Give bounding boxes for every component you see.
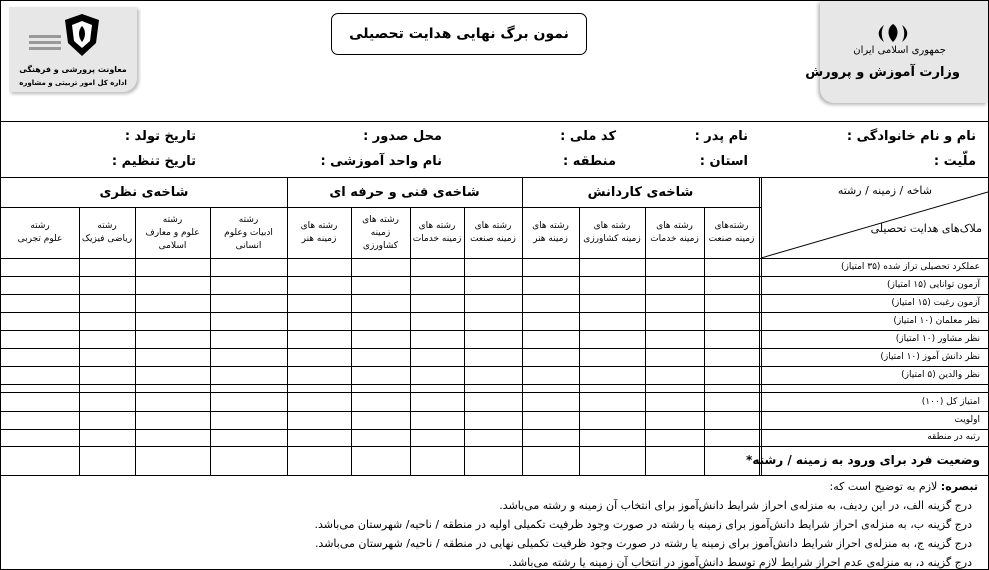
corner-bottom-label: ملاک‌های هدایت تحصیلی — [870, 222, 982, 235]
iran-emblem-icon — [876, 23, 910, 43]
notes-heading: تبصره: لازم به توضیح است که: — [829, 480, 978, 493]
criterion-priority: اولویت — [954, 415, 980, 425]
field-header-kardanesh-services: رشته های زمینه خدمات — [650, 221, 699, 244]
field-national-code: کد ملی : — [560, 129, 616, 144]
field-header-fani-services: رشته های زمینه خدمات — [412, 221, 462, 244]
note-line-be: درج گزینه ب، به منزله‌ی احراز شرایط دانش‌آموز برای زمینه یا رشته در صورت وجود ظرفیت تکمیلی اولیه در منطقه / ناحیه/ شهرستان می‌باشد. — [314, 518, 972, 531]
field-prep-date: تاریخ تنظیم : — [111, 154, 196, 169]
criterion-teachers: نظر معلمان (۱۰ امتیاز) — [893, 316, 980, 326]
field-father: نام پدر : — [694, 129, 748, 144]
field-header-kardanesh-industry: رشته‌های زمینه صنعت — [708, 221, 755, 244]
gov-line1: جمهوری اسلامی ایران — [853, 45, 946, 56]
field-header-math-physics: رشته ریاضی فیزیک — [81, 221, 133, 244]
logo-line1: معاونت پرورشی و فرهنگی — [19, 65, 127, 74]
field-issue-place: محل صدور : — [363, 129, 442, 144]
branch-kardanesh: شاخه‌ی کاردانش — [587, 185, 694, 200]
field-header-kardanesh-art: رشته های زمینه هنر — [532, 221, 569, 244]
criterion-aptitude: آزمون توانایی (۱۵ امتیاز) — [887, 280, 980, 290]
guidance-table — [1, 177, 988, 476]
field-header-fani-agriculture: رشته های زمینه کشاورزی — [362, 214, 399, 251]
deputy-logo — [9, 7, 137, 92]
criterion-rank: رتبه در منطقه — [927, 432, 980, 442]
logo-fine-print — [29, 35, 61, 57]
branch-fani: شاخه‌ی فنی و حرفه ای — [329, 185, 480, 200]
field-nationality: ملّیت : — [933, 154, 976, 169]
gov-line2: وزارت آموزش و پرورش — [805, 65, 960, 80]
field-header-kardanesh-agriculture: رشته های زمینه کشاورزی — [583, 221, 641, 244]
form-header — [1, 1, 988, 122]
corner-top-label: شاخه / زمینه / رشته — [837, 184, 932, 197]
criterion-parents: نظر والدین (۵ امتیاز) — [901, 370, 980, 380]
field-birth-date: تاریخ تولد : — [124, 129, 196, 144]
note-line-dal: درج گزینه د، به منزله‌ی عدم احراز شرایط لازم توسط دانش‌آموز در انتخاب آن زمینه یا رشته می‌باشد. — [508, 556, 972, 569]
field-header-humanities: رشته ادبیات وعلوم انسانی — [224, 214, 273, 251]
field-header-fani-art: رشته های زمینه هنر — [300, 221, 338, 244]
field-school-unit: نام واحد آموزشی : — [320, 154, 442, 169]
criterion-interest: آزمون رغبت (۱۵ امتیاز) — [891, 298, 980, 308]
field-region: منطقه : — [563, 154, 616, 169]
logo-line2: اداره کل امور تربیتی و مشاوره — [19, 79, 127, 87]
criterion-counselor: نظر مشاور (۱۰ امتیاز) — [895, 334, 980, 344]
notes-section — [1, 475, 988, 570]
criterion-student: نظر دانش آموز (۱۰ امتیاز) — [880, 352, 980, 362]
criterion-academic: عملکرد تحصیلی تراز شده (۳۵ امتیاز) — [841, 262, 980, 272]
form-title: نمون برگ نهایی هدایت تحصیلی — [331, 13, 587, 55]
note-line-alef: درج گزینه الف، در این ردیف، به منزله‌ی احراز شرایط دانش‌آموز برای انتخاب آن زمینه و رشته می‌باشد. — [499, 499, 972, 512]
criterion-status: *وضعیت فرد برای ورود به زمینه / رشته — [746, 453, 980, 467]
field-name: نام و نام خانوادگی : — [846, 129, 976, 144]
branch-nazari: شاخه‌ی نظری — [99, 185, 189, 200]
field-header-islamic-studies: رشته علوم و معارف اسلامی — [145, 214, 200, 251]
field-header-fani-industry: رشته های زمینه صنعت — [470, 221, 516, 244]
field-header-experimental-sciences: رشته علوم تجربی — [17, 221, 63, 244]
field-province: استان : — [699, 154, 748, 169]
criterion-total: امتیاز کل (۱۰۰) — [921, 397, 980, 407]
note-line-jim: درج گزینه ج، به منزله‌ی احراز شرایط دانش‌آموز برای زمینه یا رشته در صورت وجود ظرفیت تکمیلی نهایی در منطقه / ناحیه/ شهرستان می‌باشد. — [314, 537, 972, 550]
shield-logo-icon — [63, 13, 101, 57]
ministry-block — [805, 1, 988, 103]
